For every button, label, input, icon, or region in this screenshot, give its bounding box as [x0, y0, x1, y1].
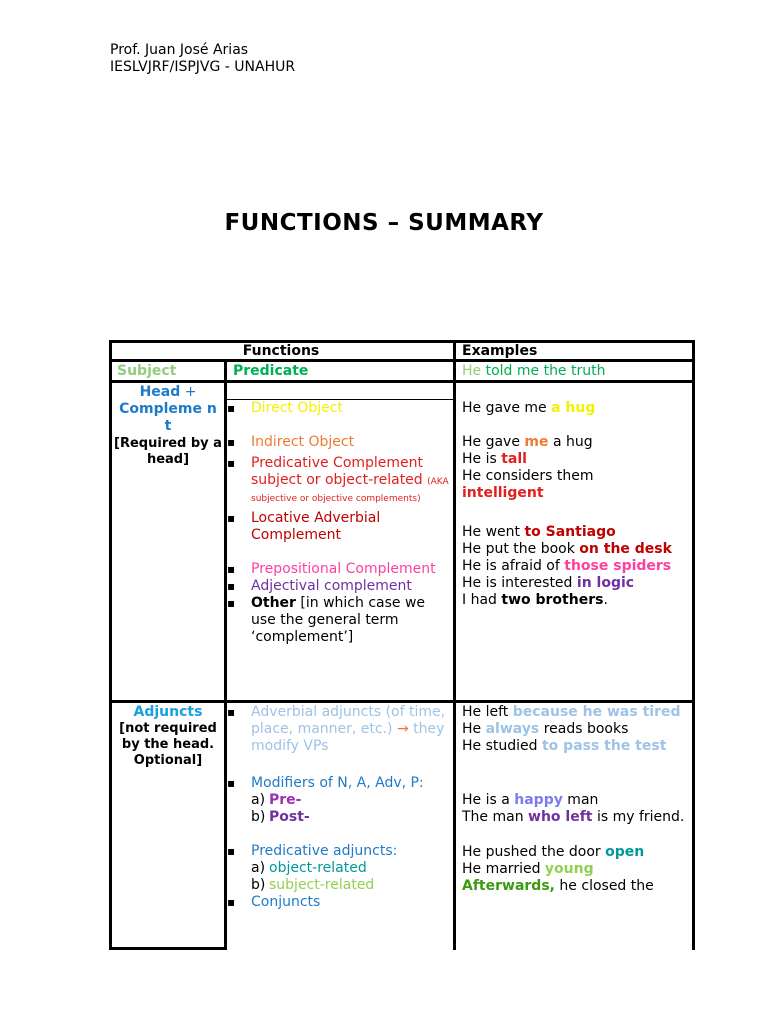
example-line: He studied to pass the test	[462, 738, 667, 754]
examples-column-header: Examples	[462, 343, 538, 359]
example-line: He considers them	[462, 468, 594, 484]
list-item: ▪ Prepositional Complement	[223, 561, 451, 578]
document-header	[110, 42, 295, 76]
adjunct-examples	[462, 704, 690, 895]
author-name: Prof. Juan José Arias	[110, 42, 249, 58]
functions-table	[109, 340, 695, 950]
adjuncts-note: [not required by the head. Optional]	[119, 721, 217, 768]
list-item: ▪ Direct Object	[223, 400, 451, 417]
example-line: He married young	[462, 861, 594, 877]
institution-name: IESLVJRF/ISPJVG - UNAHUR	[110, 59, 296, 75]
example-line: The man who left is my friend.	[462, 809, 685, 825]
example-line: He is tall	[462, 451, 527, 467]
head-label: Head	[139, 384, 181, 400]
example-line: I had two brothers.	[462, 592, 608, 608]
example-line: intelligent	[462, 485, 544, 501]
complement-label: Head + Compleme nt [Required by a head]	[112, 384, 224, 468]
example-predicate: told me the truth	[481, 363, 606, 379]
example-line: He is afraid of those spiders	[462, 558, 672, 574]
list-item: ▪ Predicative adjuncts: a) object-related b) subject-related	[223, 843, 451, 894]
list-item: ▪ Modifiers of N, A, Adv, P: a) Pre- b) Post-	[223, 775, 451, 826]
example-line: He left because he was tired	[462, 704, 681, 720]
complement-list	[251, 400, 451, 646]
example-line: Afterwards, he closed the	[462, 878, 654, 894]
example-line: He pushed the door open	[462, 844, 645, 860]
adjuncts-label: Adjuncts	[133, 704, 203, 720]
example-line: He always reads books	[462, 721, 629, 737]
complement-examples	[462, 400, 690, 609]
example-line: He is interested in logic	[462, 575, 635, 591]
predicate-label: Predicate	[233, 363, 309, 379]
list-item: ▪ Adjectival complement	[223, 578, 451, 595]
adjuncts-label-cell	[112, 704, 224, 769]
functions-column-header: Functions	[242, 343, 320, 359]
page-title: FUNCTIONS – SUMMARY	[224, 210, 544, 236]
example-line: He gave me a hug	[462, 434, 593, 450]
required-note: [Required by a head]	[114, 436, 222, 467]
complement-word: Compleme nt	[119, 401, 217, 434]
list-item: ▪ Other [in which case we use the general term ‘complement’]	[223, 595, 451, 646]
example-line: He went to Santiago	[462, 524, 616, 540]
top-example	[462, 363, 605, 380]
list-item: ▪ Locative Adverbial Complement	[223, 510, 451, 544]
example-subject: He	[462, 363, 482, 379]
list-item: ▪ Conjuncts	[223, 894, 451, 911]
example-line: He gave me a hug	[462, 400, 596, 416]
list-item: ▪ Predicative Complement subject or object-related (AKA subjective or objective complements)	[223, 455, 451, 506]
list-item: ▪ Adverbial adjuncts (of time, place, manner, etc.) → they modify VPs	[223, 704, 451, 755]
example-line: He put the book on the desk	[462, 541, 672, 557]
adjunct-list	[251, 704, 451, 911]
subject-label: Subject	[117, 363, 177, 379]
example-line: He is a happy man	[462, 792, 599, 808]
list-item: ▪ Indirect Object	[223, 434, 451, 451]
